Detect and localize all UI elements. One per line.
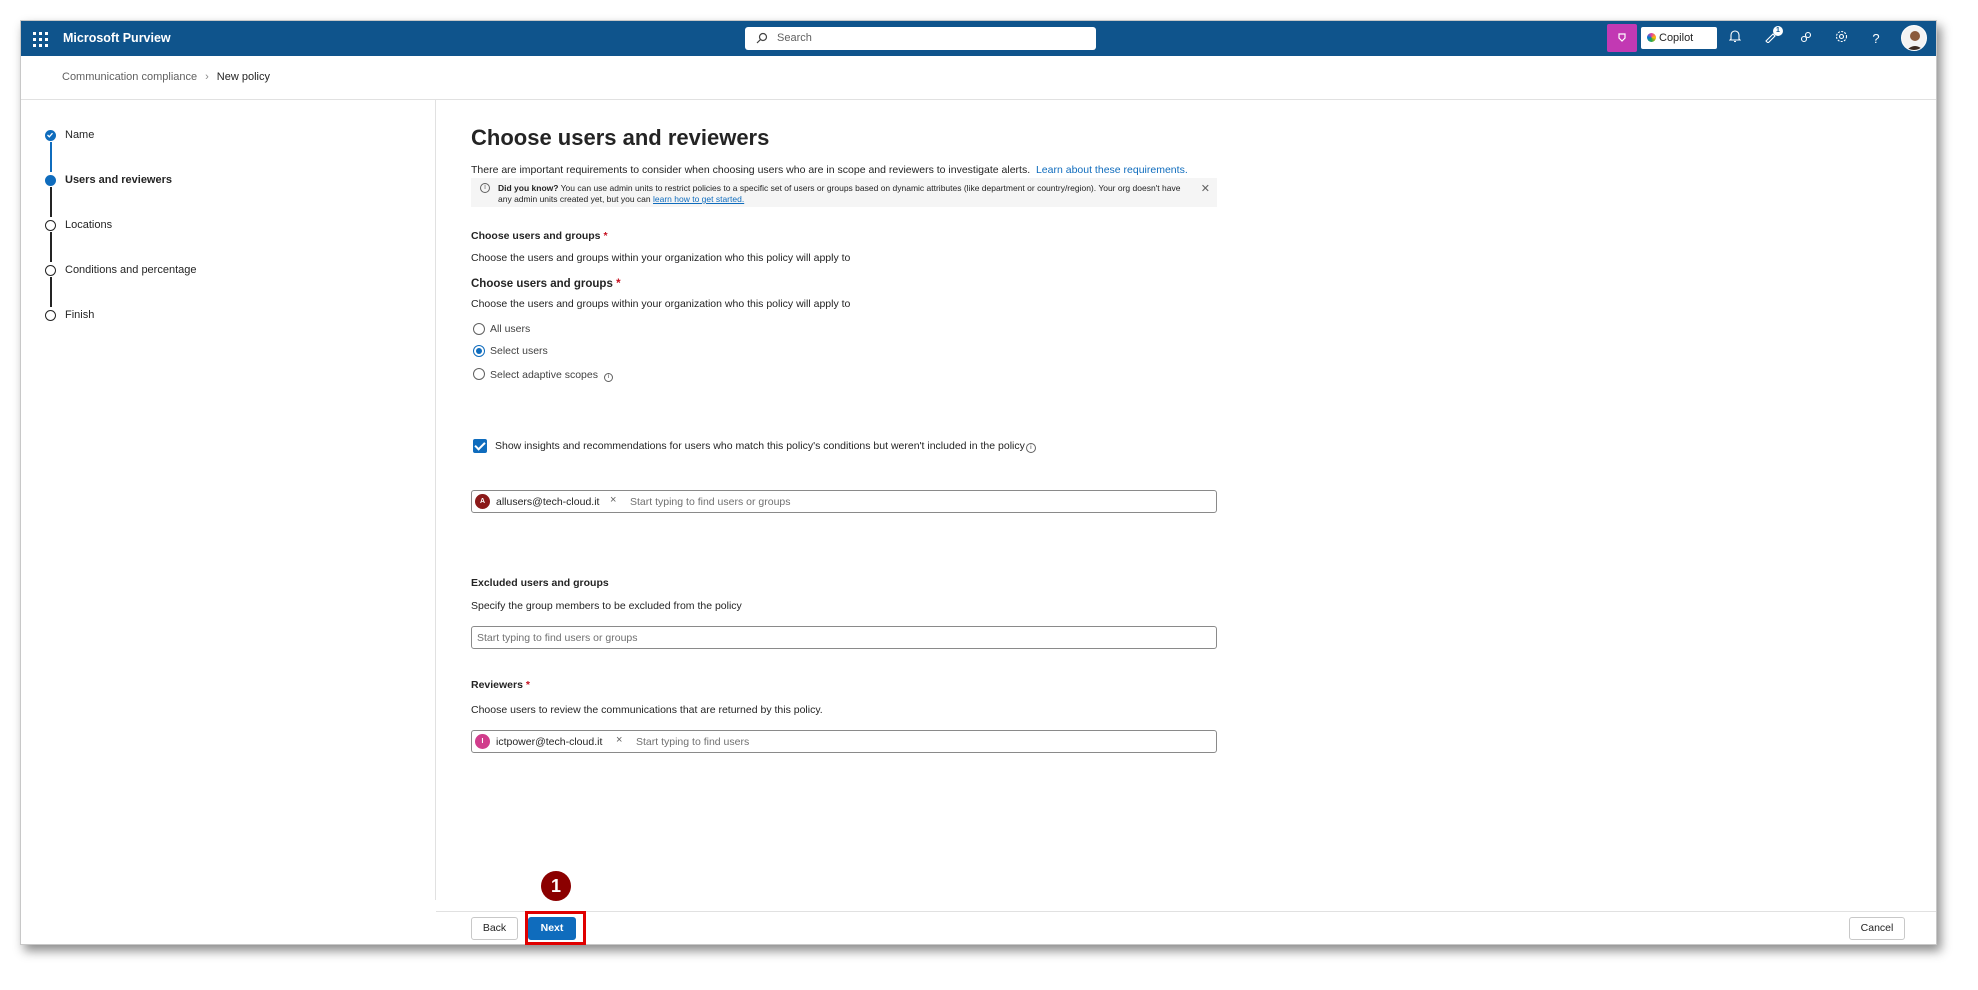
step-connector: [50, 142, 52, 172]
step-circle-icon: [45, 265, 56, 276]
copilot-button[interactable]: [1641, 27, 1717, 49]
wizard-step-nav: [21, 100, 436, 900]
users-picker-placeholder: Start typing to find users or groups: [630, 496, 791, 508]
radio-label: [490, 369, 613, 382]
required-marker: *: [603, 230, 608, 242]
step-number-marker: 1: [541, 871, 571, 901]
bell-icon[interactable]: [1726, 30, 1744, 48]
radio-label: All users: [490, 323, 531, 335]
search-box[interactable]: [745, 27, 1096, 50]
step-connector: [50, 232, 52, 262]
cancel-button[interactable]: Cancel: [1849, 917, 1905, 940]
required-marker: *: [525, 679, 530, 691]
step-connector: [50, 187, 52, 217]
chevron-right-icon: ›: [205, 71, 209, 83]
step-circle-icon: [45, 310, 56, 321]
user-chip-text: allusers@tech-cloud.it: [496, 496, 600, 508]
excluded-desc: Specify the group members to be excluded from the policy: [471, 600, 742, 612]
section-label: [471, 278, 621, 290]
learn-requirements-link[interactable]: Learn about these requirements.: [1035, 164, 1188, 176]
purview-window: [20, 20, 1937, 945]
excluded-picker[interactable]: [471, 626, 1217, 649]
step-label: Conditions and percentage: [65, 264, 197, 276]
excluded-label: Excluded users and groups: [471, 577, 609, 589]
radio-select-users[interactable]: [473, 345, 485, 357]
radio-label: Select users: [490, 345, 548, 357]
link-icon[interactable]: [1797, 30, 1815, 48]
search-icon: [756, 32, 768, 44]
copilot-logo-icon: [1647, 33, 1656, 42]
intro-text: [471, 164, 1188, 176]
app-title[interactable]: Microsoft Purview: [63, 31, 171, 45]
top-bar: [21, 21, 1936, 56]
step-circle-icon: [45, 220, 56, 231]
breadcrumb-parent-link[interactable]: Communication compliance: [62, 71, 198, 83]
section2-label: Choose users and groups: [471, 278, 613, 290]
info-icon[interactable]: i: [604, 373, 613, 382]
insights-label-text: Show insights and recommendations for users who match this policy's conditions but weren't included in the policy: [495, 440, 1025, 452]
section2-desc: Choose the users and groups within your organization who this policy will apply to: [471, 298, 851, 310]
checkmark-icon: [45, 130, 56, 141]
close-icon[interactable]: ✕: [1200, 183, 1210, 195]
insights-checkbox[interactable]: [473, 439, 487, 453]
get-started-link[interactable]: learn how to get started.: [653, 194, 745, 204]
notification-badge: 1: [1773, 26, 1783, 36]
section1-desc: Choose the users and groups within your organization who this policy will apply to: [471, 252, 851, 264]
insights-label: [495, 440, 1036, 453]
current-step-dot-icon: [45, 175, 56, 186]
reviewers-label: Reviewers: [471, 679, 523, 691]
radio-label-text: Select adaptive scopes: [490, 369, 598, 381]
required-marker: *: [616, 278, 621, 290]
step-label: Name: [65, 129, 95, 141]
help-icon[interactable]: ?: [1872, 31, 1880, 46]
reviewers-desc: Choose users to review the communications that are returned by this policy.: [471, 704, 823, 716]
back-button[interactable]: Back: [471, 917, 518, 940]
radio-select-adaptive-scopes[interactable]: [473, 368, 485, 380]
copilot-tile-button[interactable]: [1607, 24, 1637, 52]
radio-all-users[interactable]: [473, 323, 485, 335]
step-connector: [50, 277, 52, 307]
info-message-bar: [471, 178, 1217, 207]
wizard-footer: [436, 911, 1937, 945]
step-label: Locations: [65, 219, 113, 231]
section1-label: Choose users and groups: [471, 230, 601, 242]
info-text: [498, 183, 1188, 205]
remove-chip-icon[interactable]: ×: [616, 734, 623, 746]
reviewer-chip-avatar: I: [475, 734, 490, 749]
reviewer-chip-text: ictpower@tech-cloud.it: [496, 736, 603, 748]
breadcrumb-current: New policy: [216, 71, 270, 83]
reviewers-picker[interactable]: [471, 730, 1217, 753]
intro-body: There are important requirements to consider when choosing users who are in scope and reviewers to investigate alerts.: [471, 164, 1031, 176]
breadcrumb: [62, 71, 270, 83]
user-avatar[interactable]: [1901, 25, 1927, 51]
info-icon: i: [480, 183, 490, 193]
user-chip-avatar: A: [475, 494, 490, 509]
info-icon[interactable]: i: [1026, 443, 1036, 453]
excluded-picker-placeholder: Start typing to find users or groups: [477, 632, 638, 644]
users-picker[interactable]: [471, 490, 1217, 513]
sparkle-icon: [1607, 24, 1637, 52]
search-placeholder: Search: [777, 32, 812, 44]
step-label: Finish: [65, 309, 95, 321]
page-title: Choose users and reviewers: [471, 125, 770, 150]
reviewers-picker-placeholder: Start typing to find users: [636, 736, 750, 748]
step-label: Users and reviewers: [65, 174, 173, 186]
section-label: [471, 679, 530, 691]
app-launcher-icon[interactable]: [30, 29, 48, 47]
info-body: You can use admin units to restrict policies to a specific set of users or groups based on dynamic attributes (like department or country/region). Your org doesn't have any admin units created yet, but you can: [498, 183, 1181, 204]
next-button-highlight: [525, 911, 586, 945]
section-label: [471, 230, 608, 242]
info-bold: Did you know?: [498, 183, 559, 193]
next-button[interactable]: Next: [528, 917, 576, 940]
gear-icon[interactable]: [1832, 30, 1850, 48]
copilot-label: Copilot: [1659, 32, 1694, 44]
remove-chip-icon[interactable]: ×: [610, 494, 617, 506]
